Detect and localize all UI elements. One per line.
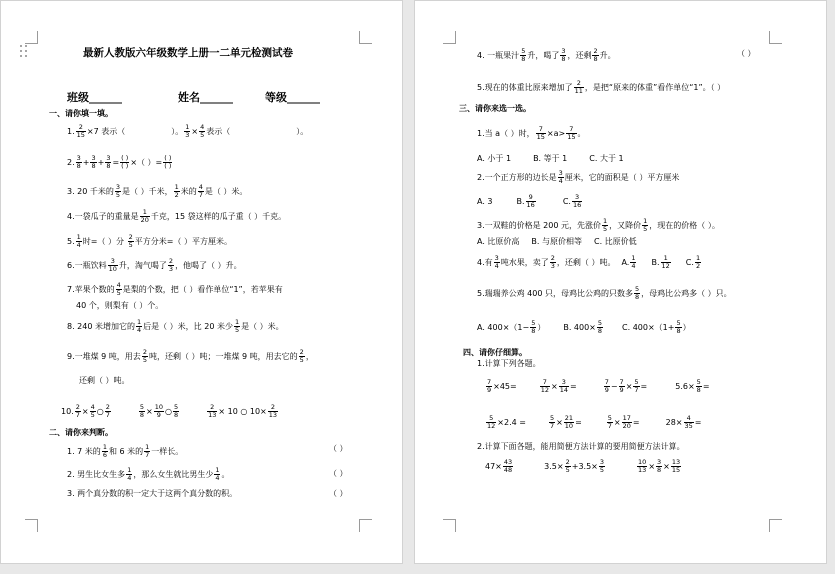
judge-3: 3. 两个真分数的积一定大于这两个真分数的积。: [67, 489, 238, 498]
crop-mark: [769, 519, 782, 532]
choice-2: 2.一个正方形的边长是 $\frac{3}{4}$ 厘米，它的面积是（ ）平方厘米: [477, 169, 680, 185]
judge-4-answer[interactable]: （ ）: [737, 49, 756, 58]
judge-4: 4. 一瓶果汁 $\frac{5}{8}$ 升，喝了 $\frac{3}{8}$ ，还剩 $\frac{2}{8}$ 升。: [477, 47, 616, 63]
crop-mark: [359, 519, 372, 532]
question-3: 3. 20 千米的 $\frac{3}{5}$ 是（ ）千米， $\frac{1}{2}$ 米的 $\frac{4}{7}$ 是（ ）米。: [67, 183, 248, 199]
choice-5-options: A. 400×（1− $\frac{5}{8}$ ） B. 400× $\frac{5}{8}$ C. 400×（1+ $\frac{5}{8}$ ）: [477, 319, 691, 335]
judge-2-answer[interactable]: （ ）: [329, 469, 348, 478]
choice-1: 1.当 a（ ）时， $\frac{7}{15}$ ×a> $\frac{7}{15}$ 。: [477, 125, 586, 141]
crop-mark: [25, 31, 38, 44]
judge-2: 2. 男生比女生多 $\frac{1}{4}$ ，那么女生就比男生少 $\frac{1}{4}$ 。: [67, 466, 230, 482]
question-9: 9.一堆煤 9 吨，用去 $\frac{2}{5}$ 吨，还剩（ ）吨；一堆煤 9 吨，用去它的 $\frac{2}{5}$ ，: [67, 348, 314, 364]
choice-3-options: A. 比原价高 B. 与原价相等 C. 比原价低: [477, 237, 637, 246]
calc-instruction-1: 1.计算下列各题。: [477, 359, 541, 368]
question-7-cont: 40 个，则梨有（ ）个。: [76, 301, 164, 310]
question-5: 5. $\frac{1}{4}$ 时=（ ）分 $\frac{2}{5}$ 平方分米=（ ）平方厘米。: [67, 233, 232, 249]
page-title: 最新人教版六年级数学上册一二单元检测试卷: [83, 47, 293, 59]
choice-5: 5.瑞瑞养公鸡 400 只，母鸡比公鸡的只数多 $\frac{5}{8}$ ，母鸡比公鸡多（ ）只。: [477, 285, 732, 301]
question-6: 6.一瓶饮料 $\frac{3}{10}$ 升，淘气喝了 $\frac{2}{3}$ ，他喝了（ ）升。: [67, 257, 242, 273]
section-judge: 二、请你来判断。: [49, 428, 113, 437]
judge-1: 1. 7 米的 $\frac{1}{6}$ 和 6 米的 $\frac{1}{7}$ 一样长。: [67, 443, 184, 459]
choice-2-options: A. 3 B. $\frac{9}{16}$ C. $\frac{3}{16}$: [477, 193, 582, 209]
choice-3: 3.一双鞋的价格是 200 元，先涨价 $\frac{1}{5}$ ，又降价 $\frac{1}{5}$ ，现在的价格（ ）。: [477, 217, 720, 233]
page-right: [414, 0, 827, 564]
page-left: [0, 0, 403, 564]
question-8: 8. 240 米增加它的 $\frac{1}{4}$ 后是（ ）米，比 20 米少 $\frac{1}{5}$ 是（ ）米。: [67, 318, 284, 334]
section-fill-blank: 一、请你填一填。: [49, 109, 113, 118]
crop-mark: [769, 31, 782, 44]
calc-instruction-2: 2.计算下面各题，能用简便方法计算的要用简便方法计算。: [477, 442, 685, 451]
calc-row-2: $\frac{5}{12}$ ×2.4 = $\frac{5}{7}$ × $\frac{21}{10}$ = $\frac{5}{7}$ × $\frac{17}{20}$ = 28× $\frac{4}{35}$ =: [487, 414, 702, 430]
crop-mark: [359, 31, 372, 44]
question-10: 10. $\frac{2}{7}$ × $\frac{4}{5}$ ○ $\frac{2}{7}$ $\frac{5}{8}$ × $\frac{10}{9}$ ○ $\frac{5}{8}$ $\frac{2}{13}$ × 10 ○ 10× $\frac{2}{13}$: [61, 403, 278, 419]
choice-4: 4.有 $\frac{3}{4}$ 吨水果，卖了 $\frac{2}{3}$ ，还剩（ ）吨。 A. $\frac{1}{4}$ B. $\frac{1}{12}$ C. $\frac{1}{2}$: [477, 254, 701, 270]
choice-1-options: A. 小于 1 B. 等于 1 C. 大于 1: [477, 154, 624, 163]
question-7: 7.苹果个数的 $\frac{4}{5}$ 是梨的个数，把（ ）看作单位“1”，若苹果有: [67, 281, 283, 297]
section-choose: 三、请你来选一选。: [459, 104, 531, 113]
calc-row-1: $\frac{7}{9}$ ×45= $\frac{7}{12}$ × $\frac{3}{14}$ = $\frac{7}{9}$ − $\frac{7}{9}$ × $\frac{5}{7}$ = 5.6× $\frac{5}{8}$ =: [487, 378, 710, 394]
header-grade-field[interactable]: 等级______: [265, 91, 320, 104]
judge-3-answer[interactable]: （ ）: [329, 489, 348, 498]
judge-1-answer[interactable]: （ ）: [329, 444, 348, 453]
calc-row-3: 47× $\frac{43}{48}$ 3.5× $\frac{2}{5}$ +3.5× $\frac{3}{5}$ $\frac{10}{13}$ × $\frac{3}{8}$ × $\frac{13}{15}$: [485, 458, 681, 474]
crop-mark: [443, 519, 456, 532]
header-name-field[interactable]: 姓名______: [178, 91, 233, 104]
question-9-cont: 还剩（ ）吨。: [79, 376, 130, 385]
drag-handle-icon[interactable]: [20, 45, 28, 57]
header-class-field[interactable]: 班级______: [67, 91, 122, 104]
question-2: 2. $\frac{3}{8}$ + $\frac{3}{8}$ + $\frac{3}{8}$ = ( ) ( ) ×（ ）= ( ) ( ): [67, 154, 172, 170]
judge-5: 5.现在的体重比原来增加了 $\frac{2}{11}$ ，是把“原来的体重”看作单位“1”。（ ）: [477, 79, 726, 95]
crop-mark: [25, 519, 38, 532]
question-4: 4.一袋瓜子的重量是 $\frac{1}{20}$ 千克，15 袋这样的瓜子重（ ）千克。: [67, 208, 287, 224]
crop-mark: [443, 31, 456, 44]
section-calculate: 四、请你仔细算。: [463, 348, 527, 357]
question-1: 1. $\frac{2}{15}$ ×7 表示（ ）。 $\frac{1}{3}$ × $\frac{4}{5}$ 表示（ ）。: [67, 123, 309, 139]
